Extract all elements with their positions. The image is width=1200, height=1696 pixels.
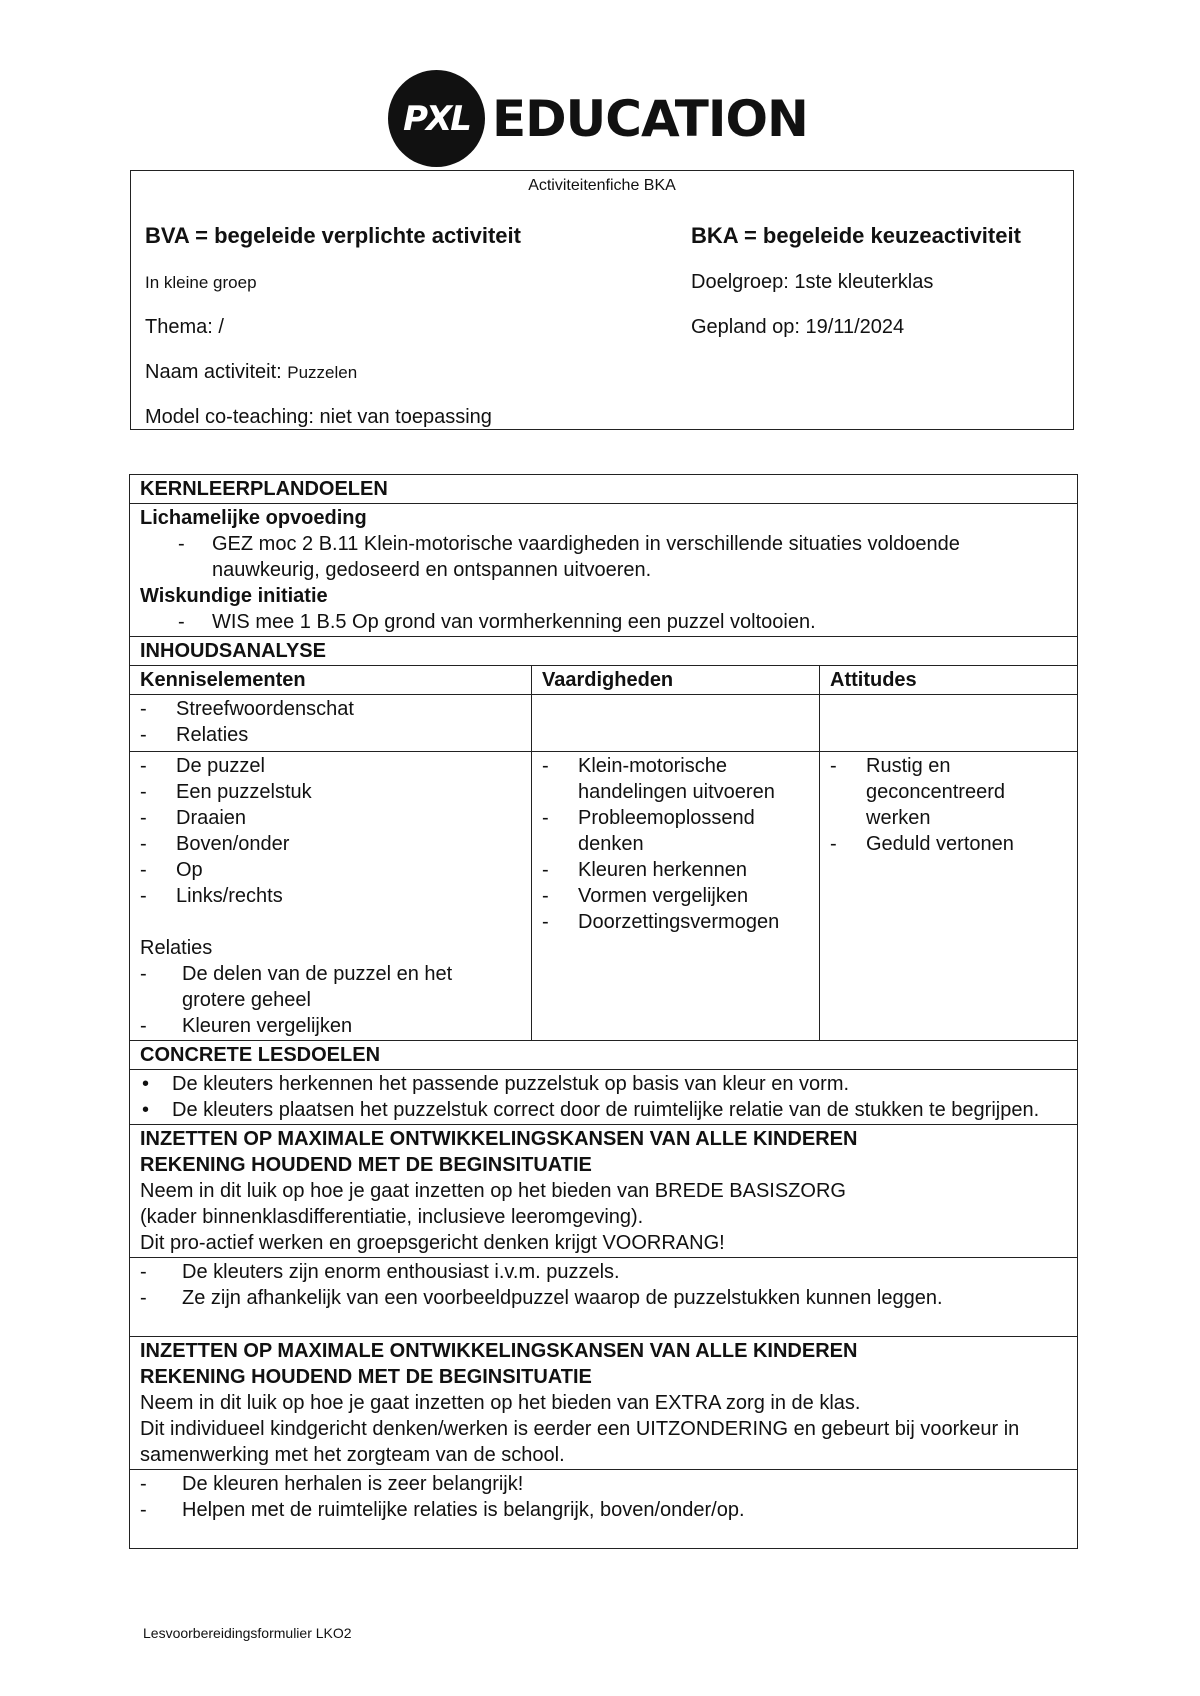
column-header-attitudes: Attitudes xyxy=(820,666,1078,695)
footer-form-name: Lesvoorbereidingsformulier LKO2 xyxy=(143,1625,352,1641)
inhoudsanalyse-heading-row xyxy=(130,637,1078,666)
inhoudsanalyse-columns-row xyxy=(130,666,1078,695)
list-item: - De delen van de puzzel en het grotere geheel xyxy=(140,961,521,1013)
extrazorg-content xyxy=(130,1470,1078,1549)
activity-name: Naam activiteit: Puzzelen xyxy=(145,361,358,383)
list-item: - Ze zijn afhankelijk van een voorbeeldpuzzel waarop de puzzelstukken kunnen leggen. xyxy=(140,1285,1067,1311)
list-item: - Streefwoordenschat xyxy=(140,696,521,722)
pxl-education-logo xyxy=(388,70,828,170)
kernleerplandoelen-row xyxy=(130,504,1078,637)
activity-header-box xyxy=(130,170,1074,430)
extrazorg-row xyxy=(130,1470,1078,1549)
lesdoelen-heading-row xyxy=(130,1041,1078,1070)
lesson-goal-item: • De kleuters herkennen het passende puzzelstuk op basis van kleur en vorm. xyxy=(140,1071,1067,1097)
inhoudsanalyse-row-2 xyxy=(130,752,1078,1041)
relaties-label: Relaties xyxy=(140,937,213,959)
lesdoelen-content xyxy=(130,1070,1078,1125)
kennis-cell-1 xyxy=(130,695,532,752)
goal-group-title: Lichamelijke opvoeding xyxy=(140,507,367,529)
extrazorg-instruction: Dit individueel kindgericht denken/werken is eerder een UITZONDERING en gebeurt bij voorkeur in samenwerking met het zorgteam van de school. xyxy=(140,1418,1020,1466)
basiszorg-heading: INZETTEN OP MAXIMALE ONTWIKKELINGSKANSEN VAN ALLE KINDEREN REKENING HOUDEND MET DE BEGINSITUATIE Neem in dit luik op hoe je gaat inzetten op het bieden van BREDE BASISZORG (kader binnenklasdifferentiatie, inclusieve leeromgeving). Dit pro-actief werken en groepsgericht denken krijgt VOORRANG! xyxy=(130,1125,1078,1258)
vaardigheden-cell-2 xyxy=(532,752,820,1041)
logo-wordmark: EDUCATION xyxy=(492,90,808,148)
vaardigheden-cell-1 xyxy=(532,695,820,752)
kernleerplandoelen-heading-row xyxy=(130,475,1078,504)
planned-date: Gepland op: 19/11/2024 xyxy=(691,316,905,338)
target-group: Doelgroep: 1ste kleuterklas xyxy=(691,271,934,293)
lesdoelen-row xyxy=(130,1070,1078,1125)
list-item: - Rustig en geconcentreerd werken xyxy=(830,753,1067,831)
list-item: - Klein-motorische handelingen uitvoeren xyxy=(542,753,809,805)
column-header-vaardigheden: Vaardigheden xyxy=(532,666,820,695)
goal-item: - GEZ moc 2 B.11 Klein-motorische vaardigheden in verschillende situaties voldoende nauwkeurig, gedoseerd en ontspannen uitvoeren. xyxy=(140,531,1067,583)
goal-group-title: Wiskundige initiatie xyxy=(140,585,328,607)
list-item: - Draaien xyxy=(140,805,521,831)
list-item: - Relaties xyxy=(140,722,521,748)
list-item: - De puzzel xyxy=(140,753,521,779)
extrazorg-heading-row xyxy=(130,1337,1078,1470)
list-item: - Helpen met de ruimtelijke relaties is belangrijk, boven/onder/op. xyxy=(140,1497,1067,1523)
kernleerplandoelen-content xyxy=(130,504,1078,637)
header-title: Activiteitenfiche BKA xyxy=(528,177,676,194)
extrazorg-instruction: Neem in dit luik op hoe je gaat inzetten op het bieden van EXTRA zorg in de klas. xyxy=(140,1392,861,1414)
bka-definition: BKA = begeleide keuzeactiviteit xyxy=(691,223,1021,248)
list-item: - Op xyxy=(140,857,521,883)
column-header-kenniselementen: Kenniselementen xyxy=(130,666,532,695)
co-teaching-model: Model co-teaching: niet van toepassing xyxy=(145,406,492,428)
lesdoelen-heading: CONCRETE LESDOELEN xyxy=(130,1041,1078,1070)
basiszorg-row xyxy=(130,1258,1078,1337)
basiszorg-instruction: (kader binnenklasdifferentiatie, inclusieve leeromgeving). xyxy=(140,1206,644,1228)
attitudes-cell-2 xyxy=(820,752,1078,1041)
kennis-cell-2 xyxy=(130,752,532,1041)
lesson-plan-table xyxy=(129,474,1078,1549)
pxl-logo-mark: PXL xyxy=(388,70,485,167)
list-item: - Kleuren vergelijken xyxy=(140,1013,521,1039)
list-item: - Geduld vertonen xyxy=(830,831,1067,857)
group-size: In kleine groep xyxy=(145,273,257,292)
list-item: - Kleuren herkennen xyxy=(542,857,809,883)
kernleerplandoelen-heading: KERNLEERPLANDOELEN xyxy=(130,475,1078,504)
attitudes-cell-1 xyxy=(820,695,1078,752)
list-item: - De kleuren herhalen is zeer belangrijk! xyxy=(140,1471,1067,1497)
inhoudsanalyse-heading: INHOUDSANALYSE xyxy=(130,637,1078,666)
list-item: - Boven/onder xyxy=(140,831,521,857)
lesson-goal-item: • De kleuters plaatsen het puzzelstuk correct door de ruimtelijke relatie van de stukken te begrijpen. xyxy=(140,1097,1067,1123)
basiszorg-content xyxy=(130,1258,1078,1337)
list-item: - Probleemoplossend denken xyxy=(542,805,809,857)
theme: Thema: / xyxy=(145,316,224,338)
extrazorg-heading: INZETTEN OP MAXIMALE ONTWIKKELINGSKANSEN VAN ALLE KINDEREN REKENING HOUDEND MET DE BEGINSITUATIE Neem in dit luik op hoe je gaat inzetten op het bieden van EXTRA zorg in de klas. Dit individueel kindgericht denken/werken is eerder een UITZONDERING en gebeurt bij voorkeur in samenwerking met het zorgteam van de school. xyxy=(130,1337,1078,1470)
list-item: - Doorzettingsvermogen xyxy=(542,909,809,935)
inhoudsanalyse-row-1 xyxy=(130,695,1078,752)
basiszorg-instruction: Dit pro-actief werken en groepsgericht denken krijgt VOORRANG! xyxy=(140,1232,725,1254)
basiszorg-heading-row xyxy=(130,1125,1078,1258)
basiszorg-instruction: Neem in dit luik op hoe je gaat inzetten op het bieden van BREDE BASISZORG xyxy=(140,1180,846,1202)
list-item: - Een puzzelstuk xyxy=(140,779,521,805)
list-item: - Links/rechts xyxy=(140,883,521,909)
list-item: - Vormen vergelijken xyxy=(542,883,809,909)
bva-definition: BVA = begeleide verplichte activiteit xyxy=(145,223,521,248)
goal-item: - WIS mee 1 B.5 Op grond van vormherkenning een puzzel voltooien. xyxy=(140,609,1067,635)
list-item: - De kleuters zijn enorm enthousiast i.v.m. puzzels. xyxy=(140,1259,1067,1285)
